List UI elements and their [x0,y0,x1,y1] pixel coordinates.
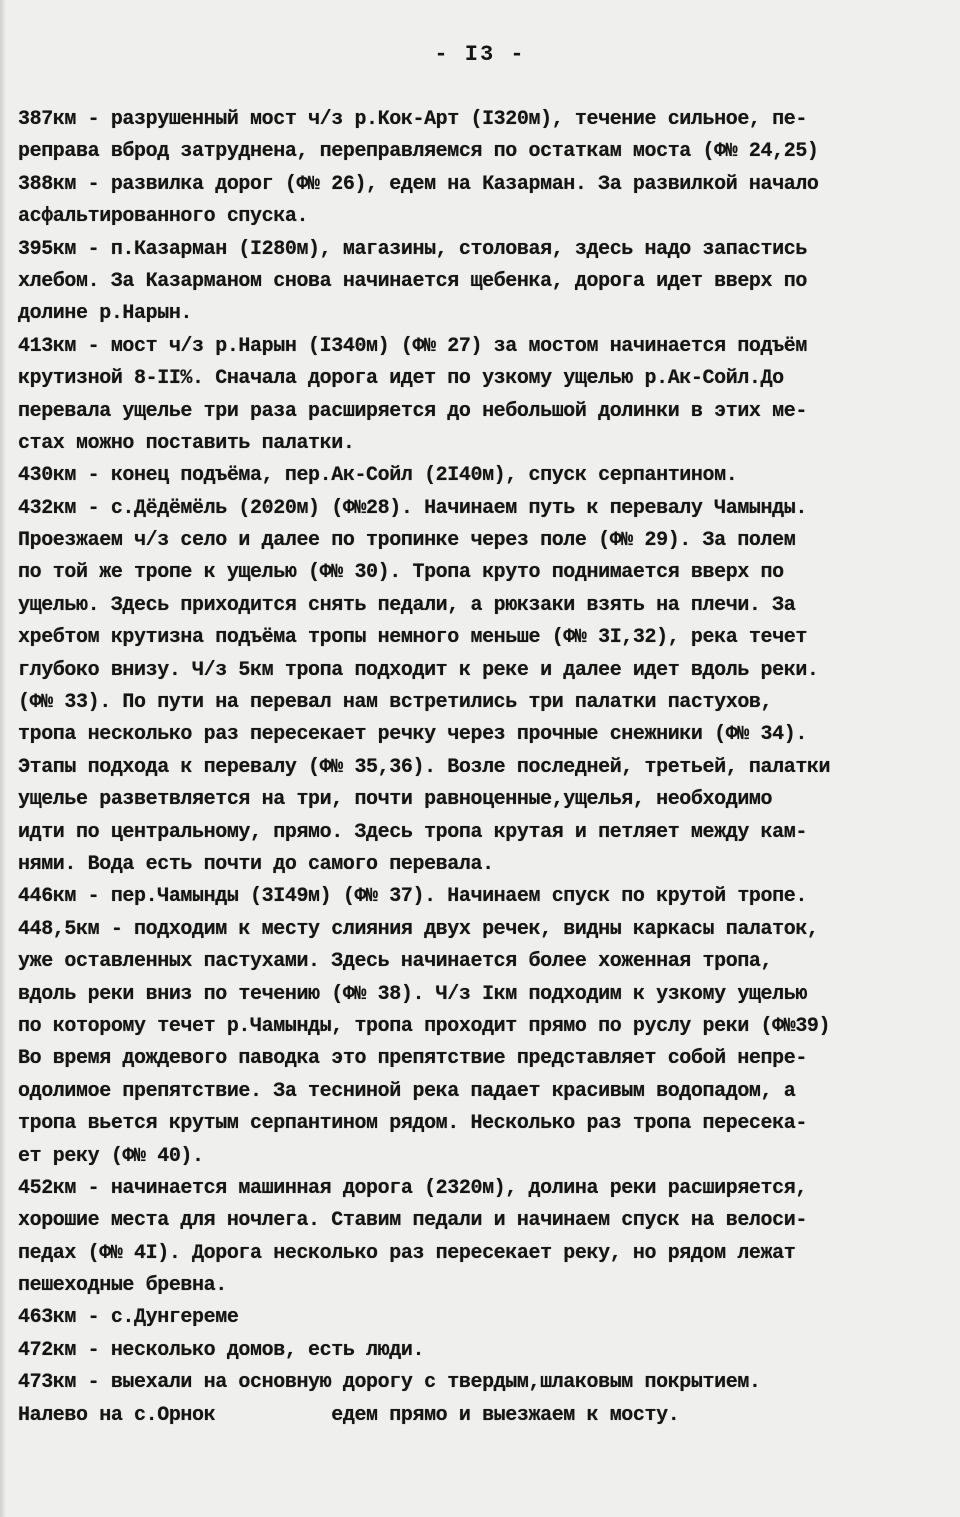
text-line: по которому течет р.Чамынды, тропа проходит прямо по руслу реки (Ф№39) [18,1014,831,1038]
text-line: крутизной 8-II%. Сначала дорога идет по узкому ущелью р.Ак-Сойл.До [18,367,784,391]
text-line: ет реку (Ф№ 40). [18,1144,204,1168]
text-line: 395км - п.Казарман (I280м), магазины, столовая, здесь надо запастись [18,237,807,261]
text-line: хребтом крутизна подъёма тропы немного меньше (Ф№ 3I,32), река течет [18,626,807,650]
text-line: ущелью. Здесь приходится снять педали, а рюкзаки взять на плечи. За [18,593,796,617]
text-line: Проезжаем ч/з село и далее по тропинке через поле (Ф№ 29). За полем [18,529,796,553]
text-line: пешеходные бревна. [18,1274,227,1298]
text-line: 432км - с.Дёдёмёль (2020м) (Ф№28). Начинаем путь к перевалу Чамынды. [18,496,807,520]
text-line: уже оставленных пастухами. Здесь начинается более хоженная тропа, [18,950,773,974]
text-line: 430км - конец подъёма, пер.Ак-Сойл (2I40м), спуск серпантином. [18,464,738,488]
text-line: хлебом. За Казарманом снова начинается щебенка, дорога идет вверх по [18,269,807,293]
text-line: (Ф№ 33). По пути на перевал нам встретились три палатки пастухов, [18,691,773,715]
text-line: перевала ущелье три раза расширяется до небольшой долинки в этих ме- [18,399,807,423]
text-line: реправа вброд затруднена, переправляемся по остаткам моста (Ф№ 24,25) [18,140,819,164]
text-line: 388км - развилка дорог (Ф№ 26), едем на Казарман. За развилкой начало [18,172,819,196]
text-line: 472км - несколько домов, есть люди. [18,1338,425,1362]
text-line: тропа несколько раз пересекает речку через прочные снежники (Ф№ 34). [18,723,807,747]
text-line: Этапы подхода к перевалу (Ф№ 35,36). Возле последней, третьей, палатки [18,755,831,779]
text-line: педах (Ф№ 4I). Дорога несколько раз пересекает реку, но рядом лежат [18,1241,796,1265]
text-line: стах можно поставить палатки. [18,431,355,455]
document-body [18,104,948,1432]
text-line: по той же тропе к ущелью (Ф№ 30). Тропа круто поднимается вверх по [18,561,784,585]
text-line: долине р.Нарын. [18,302,193,326]
text-line: асфальтированного спуска. [18,205,309,229]
text-line: 413км - мост ч/з р.Нарын (I340м) (Ф№ 27) за мостом начинается подъём [18,334,807,358]
text-line: 463км - с.Дунгереме [18,1306,239,1330]
text-line: хорошие места для ночлега. Ставим педали и начинаем спуск на велоси- [18,1209,807,1233]
text-line: 387км - разрушенный мост ч/з р.Кок-Арт (I320м), течение сильное, пе- [18,108,807,131]
text-line: Во время дождевого паводка это препятствие представляет собой непре- [18,1047,807,1071]
text-line: 448,5км - подходим к месту слияния двух речек, видны каркасы палаток, [18,917,819,941]
page-number: - I3 - [434,42,526,67]
text-line: нями. Вода есть почти до самого перевала. [18,852,494,876]
text-line: ущелье разветвляется на три, почти равноценные,ущелья, необходимо [18,788,773,812]
text-line: идти по центральному, прямо. Здесь тропа крутая и петляет между кам- [18,820,807,844]
text-line: 452км - начинается машинная дорога (2320м), долина реки расширяется, [18,1176,807,1200]
text-line: вдоль реки вниз по течению (Ф№ 38). Ч/з Iкм подходим к узкому ущелью [18,982,807,1006]
text-line: одолимое препятствие. За тесниной река падает красивым водопадом, а [18,1079,796,1103]
text-line: тропа вьется крутым серпантином рядом. Несколько раз тропа пересека- [18,1112,807,1136]
text-line: Налево на с.Орнок едем прямо и выезжаем к мосту. [18,1403,680,1427]
text-line: глубоко внизу. Ч/з 5км тропа подходит к реке и далее идет вдоль реки. [18,658,819,682]
text-line: 446км - пер.Чамынды (3I49м) (Ф№ 37). Начинаем спуск по крутой тропе. [18,885,807,909]
text-line: 473км - выехали на основную дорогу с твердым,шлаковым покрытием. [18,1371,761,1395]
